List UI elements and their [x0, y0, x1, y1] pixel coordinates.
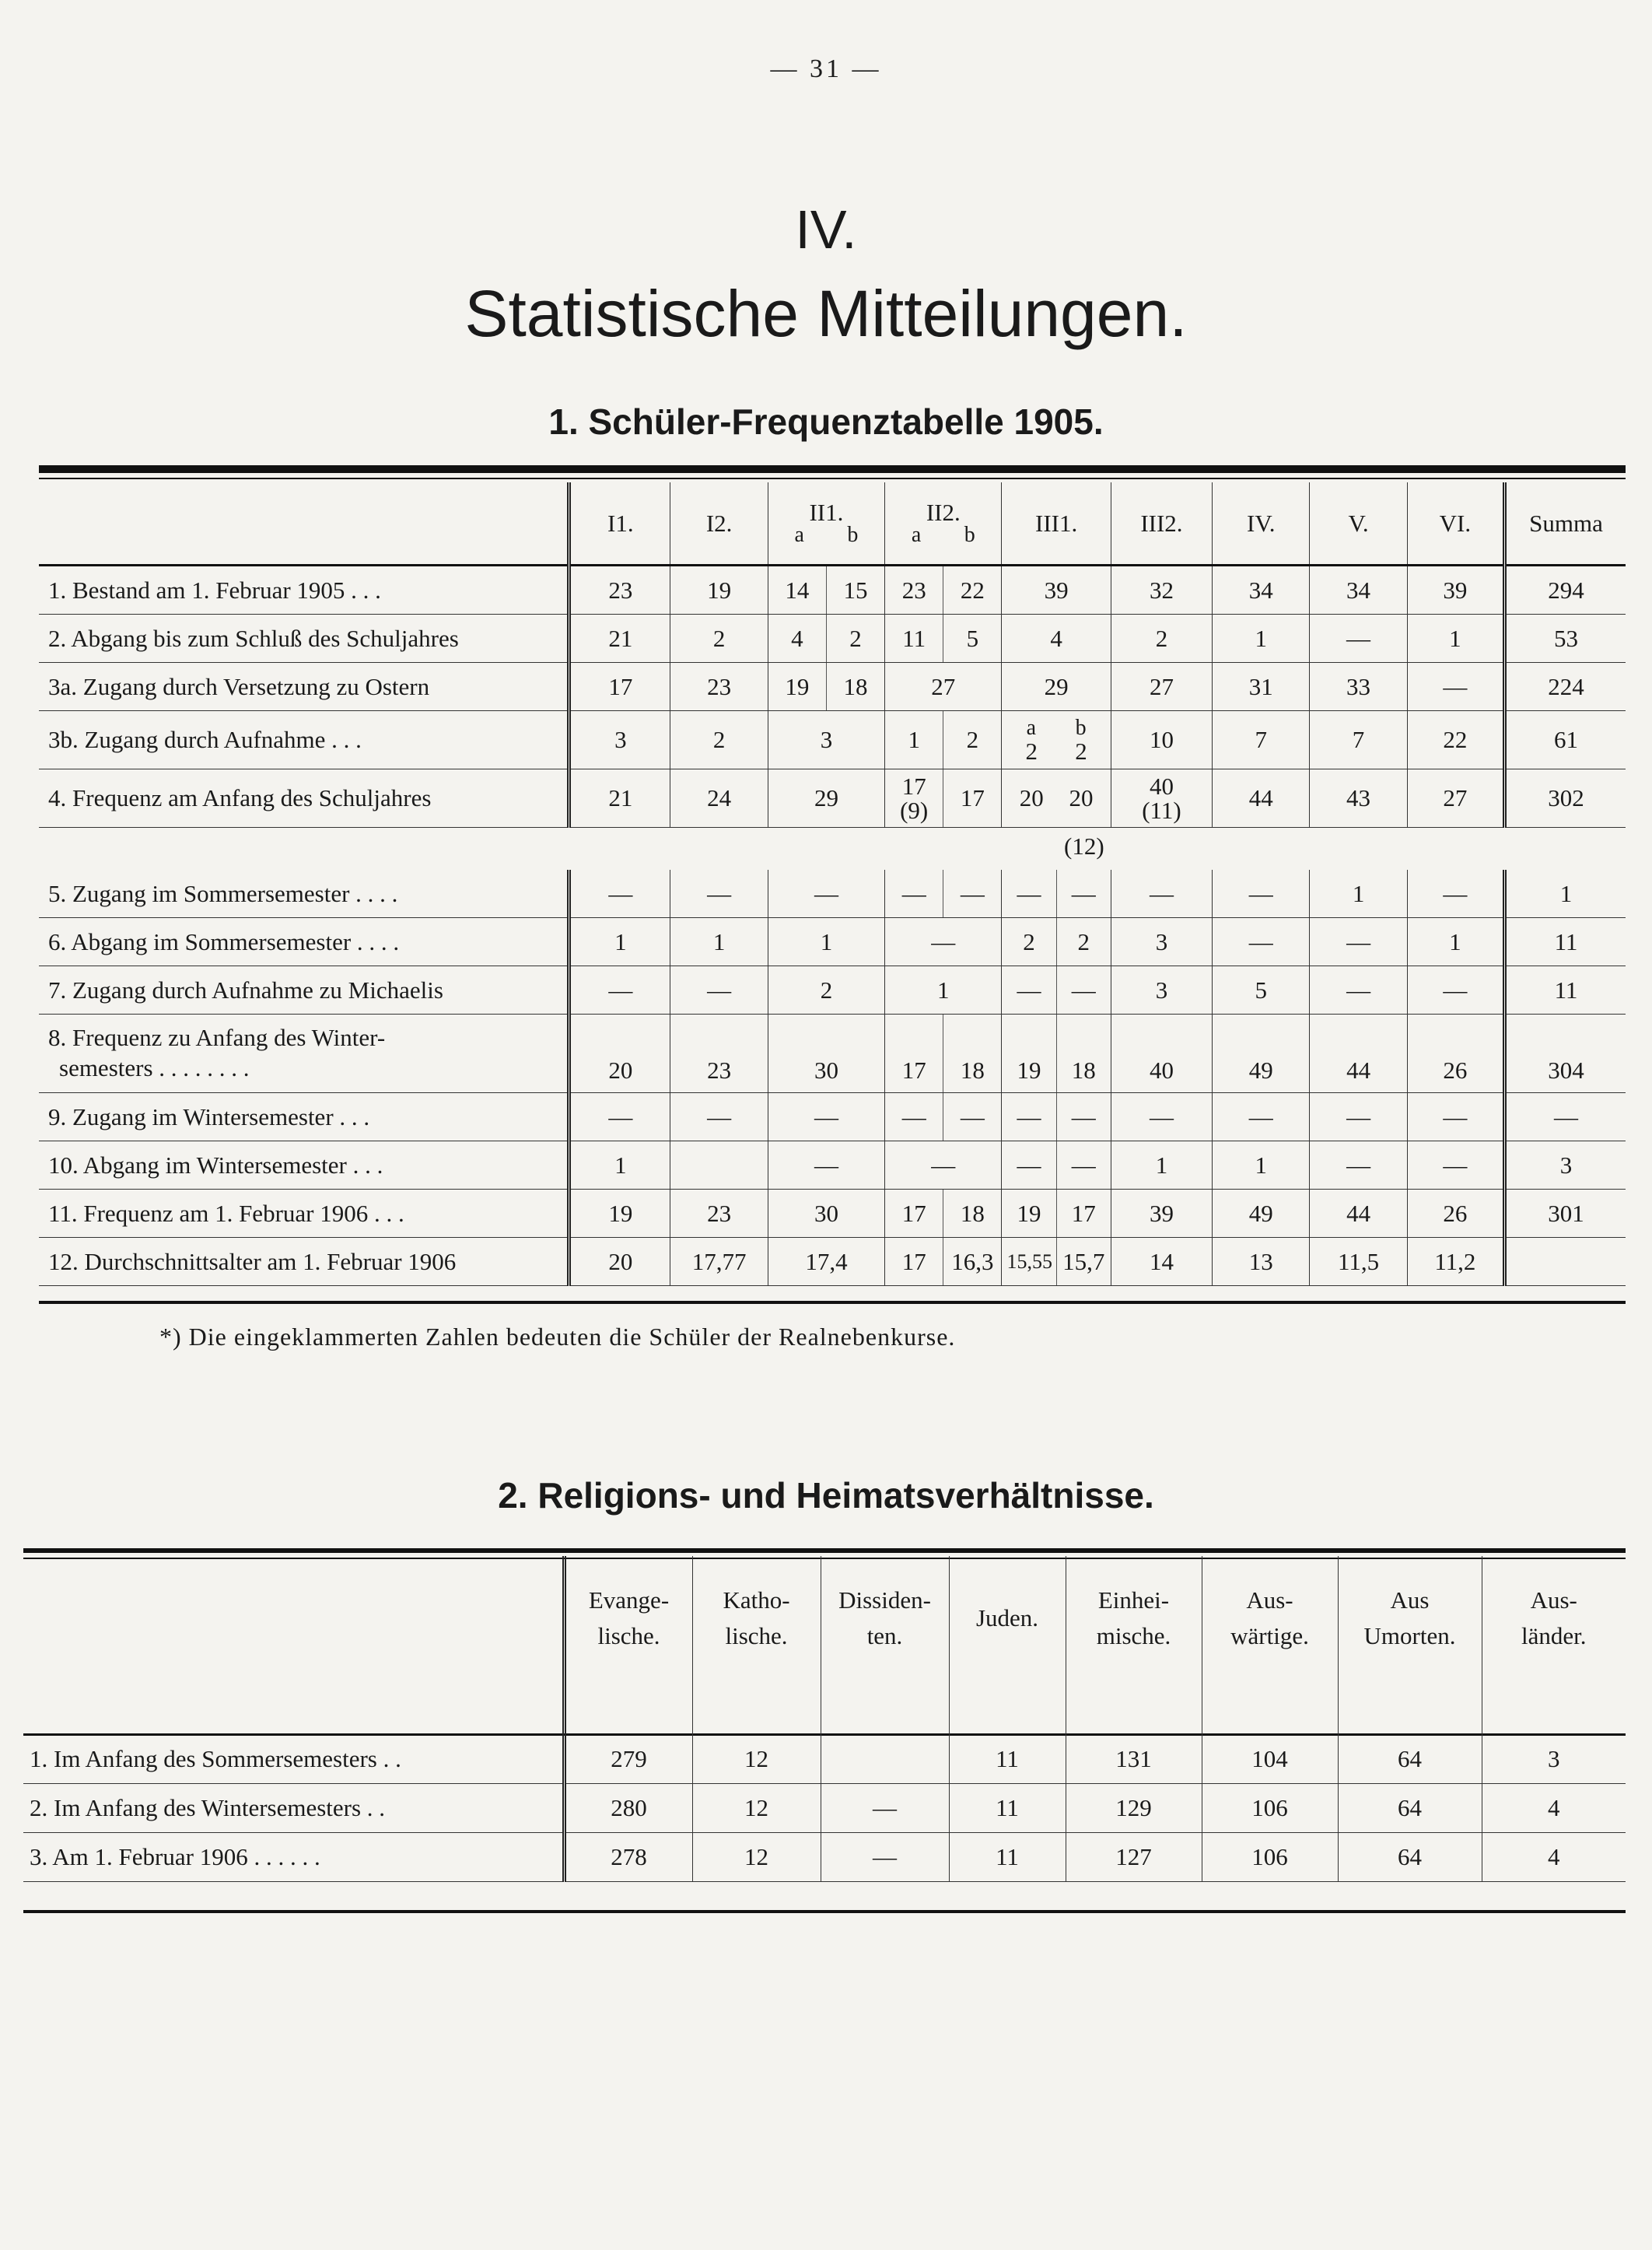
table-row: [23, 1833, 1626, 1882]
cell: —: [569, 1093, 670, 1141]
cell: 33: [1310, 663, 1407, 711]
table1-header-row: [39, 482, 1626, 566]
section-number: IV.: [795, 199, 857, 260]
cell: 1: [569, 918, 670, 966]
table-row: [23, 1784, 1626, 1833]
cell: 11: [1505, 966, 1626, 1015]
cell: 20: [569, 1015, 670, 1093]
cell: 20 20: [1002, 769, 1111, 828]
cell: 32: [1111, 566, 1212, 615]
cell: (12): [1064, 832, 1104, 860]
cell: [670, 1141, 768, 1190]
table-row: [39, 663, 1626, 711]
cell: —: [1407, 663, 1504, 711]
cell: 24: [670, 769, 768, 828]
cell: 19: [768, 663, 826, 711]
cell: 302: [1505, 769, 1626, 828]
cell: 34: [1310, 566, 1407, 615]
cell: 278: [564, 1833, 692, 1882]
cell: —: [1213, 918, 1310, 966]
table1-bottom-rule: [39, 1301, 1626, 1304]
cell: —: [1310, 1141, 1407, 1190]
cell: 1: [1213, 1141, 1310, 1190]
cell: —: [1056, 870, 1111, 918]
table1-heading: 1. Schüler-Frequenztabelle 1905.: [548, 401, 1104, 442]
cell: —: [1002, 1141, 1056, 1190]
cell: 39: [1111, 1190, 1212, 1238]
cell: 23: [670, 663, 768, 711]
cell: 11: [1505, 918, 1626, 966]
cell: 131: [1066, 1735, 1202, 1784]
row-label: 3b. Zugang durch Aufnahme . . .: [39, 711, 569, 769]
cell: 1: [569, 1141, 670, 1190]
cell: 14: [768, 566, 826, 615]
cell: 1: [670, 918, 768, 966]
cell: 7: [1310, 711, 1407, 769]
religion-table: [23, 1556, 1626, 1882]
cell: 1: [1111, 1141, 1212, 1190]
cell: 2: [826, 615, 884, 663]
col-header: II1. a b: [768, 482, 884, 566]
cell: 18: [826, 663, 884, 711]
col-header: I1.: [569, 482, 670, 566]
cell: 15: [826, 566, 884, 615]
cell: —: [670, 870, 768, 918]
col-header: Evange- lische.: [564, 1556, 692, 1680]
cell: 31: [1213, 663, 1310, 711]
table-row: [23, 1735, 1626, 1784]
table2-heading: 2. Religions- und Heimatsverhältnisse.: [498, 1475, 1154, 1516]
cell: —: [1002, 966, 1056, 1015]
cell: —: [670, 966, 768, 1015]
cell: 18: [943, 1015, 1002, 1093]
cell: 7: [1213, 711, 1310, 769]
cell: 34: [1213, 566, 1310, 615]
cell: 61: [1505, 711, 1626, 769]
cell: —: [1310, 966, 1407, 1015]
cell: 280: [564, 1784, 692, 1833]
cell: 15,7: [1056, 1238, 1111, 1286]
row-label: 1. Im Anfang des Sommersemesters . .: [23, 1735, 564, 1784]
cell: 23: [670, 1190, 768, 1238]
footnote: *) Die eingeklammerten Zahlen bedeuten die Schüler der Realnebenkurse.: [159, 1323, 956, 1351]
cell: 44: [1213, 769, 1310, 828]
cell: 40 (11): [1111, 769, 1212, 828]
table-row: [39, 966, 1626, 1015]
cell: 17,4: [768, 1238, 884, 1286]
cell: 279: [564, 1735, 692, 1784]
cell: 2: [943, 711, 1002, 769]
table-row: [39, 711, 1626, 769]
cell: 21: [569, 769, 670, 828]
cell: —: [943, 1093, 1002, 1141]
row-label: 11. Frequenz am 1. Februar 1906 . . .: [39, 1190, 569, 1238]
table-row: [39, 769, 1626, 828]
cell: —: [943, 870, 1002, 918]
cell: 4: [768, 615, 826, 663]
cell: 304: [1505, 1015, 1626, 1093]
cell: 129: [1066, 1784, 1202, 1833]
cell: 17,77: [670, 1238, 768, 1286]
row-label: 3. Am 1. Februar 1906 . . . . . .: [23, 1833, 564, 1882]
cell: 11: [885, 615, 943, 663]
cell: 20: [569, 1238, 670, 1286]
table-row: [39, 870, 1626, 918]
cell: 43: [1310, 769, 1407, 828]
cell: —: [1111, 870, 1212, 918]
cell: 17: [885, 1190, 943, 1238]
cell: 3: [1482, 1735, 1626, 1784]
cell: —: [1213, 870, 1310, 918]
cell: —: [569, 870, 670, 918]
cell: 127: [1066, 1833, 1202, 1882]
frequency-table-lower: [39, 870, 1626, 1286]
cell: 39: [1407, 566, 1504, 615]
cell: —: [1310, 615, 1407, 663]
cell: 30: [768, 1190, 884, 1238]
cell: 3: [569, 711, 670, 769]
cell: 11: [949, 1784, 1066, 1833]
cell: 2: [670, 615, 768, 663]
cell: 17: [885, 1015, 943, 1093]
cell: —: [768, 870, 884, 918]
row-label: 4. Frequenz am Anfang des Schuljahres: [39, 769, 569, 828]
table-row: [39, 1238, 1626, 1286]
col-header: Katho- lische.: [692, 1556, 821, 1680]
cell: 4: [1482, 1784, 1626, 1833]
cell: 64: [1338, 1784, 1482, 1833]
cell: 44: [1310, 1190, 1407, 1238]
cell: 106: [1202, 1784, 1338, 1833]
cell: 14: [1111, 1238, 1212, 1286]
table1-top-rule: [39, 465, 1626, 473]
cell: 23: [670, 1015, 768, 1093]
cell: 2: [670, 711, 768, 769]
cell: [1505, 1238, 1626, 1286]
cell: 12: [692, 1735, 821, 1784]
cell: 16,3: [943, 1238, 1002, 1286]
cell: —: [1111, 1093, 1212, 1141]
cell: —: [569, 966, 670, 1015]
cell: 2: [1111, 615, 1212, 663]
cell: 29: [1002, 663, 1111, 711]
col-header: I2.: [670, 482, 768, 566]
cell: 22: [1407, 711, 1504, 769]
cell: 106: [1202, 1833, 1338, 1882]
col-header: III2.: [1111, 482, 1212, 566]
cell: 11,2: [1407, 1238, 1504, 1286]
cell: 27: [1111, 663, 1212, 711]
col-header: VI.: [1407, 482, 1504, 566]
cell: —: [885, 1093, 943, 1141]
cell: 3: [1505, 1141, 1626, 1190]
cell: 27: [885, 663, 1002, 711]
cell: 5: [943, 615, 1002, 663]
col-header: V.: [1310, 482, 1407, 566]
cell: 1: [1505, 870, 1626, 918]
cell: 5: [1213, 966, 1310, 1015]
cell: 23: [569, 566, 670, 615]
col-header: II2. a b: [885, 482, 1002, 566]
cell: 1: [885, 966, 1002, 1015]
cell: a b 2 2: [1002, 711, 1111, 769]
cell: 4: [1482, 1833, 1626, 1882]
cell: —: [1056, 1093, 1111, 1141]
row-label: 2. Im Anfang des Wintersemesters . .: [23, 1784, 564, 1833]
cell: 4: [1002, 615, 1111, 663]
cell: 11,5: [1310, 1238, 1407, 1286]
cell: 1: [1407, 918, 1504, 966]
cell: 53: [1505, 615, 1626, 663]
cell: 2: [768, 966, 884, 1015]
cell: —: [821, 1784, 949, 1833]
table2-top-rule: [23, 1548, 1626, 1553]
cell: 26: [1407, 1015, 1504, 1093]
cell: 18: [943, 1190, 1002, 1238]
col-header: Einhei- mische.: [1066, 1556, 1202, 1680]
cell: 44: [1310, 1015, 1407, 1093]
page-title: Statistische Mitteilungen.: [464, 277, 1188, 350]
table-row: [39, 1015, 1626, 1093]
cell: 27: [1407, 769, 1504, 828]
table-row: [39, 918, 1626, 966]
table-row: [39, 615, 1626, 663]
cell: 3: [1111, 918, 1212, 966]
cell: 19: [670, 566, 768, 615]
cell: 11: [949, 1833, 1066, 1882]
cell: 17: [943, 769, 1002, 828]
cell: —: [1213, 1093, 1310, 1141]
cell: 18: [1056, 1015, 1111, 1093]
row-label: 6. Abgang im Sommersemester . . . .: [39, 918, 569, 966]
cell: 11: [949, 1735, 1066, 1784]
cell: 17: [569, 663, 670, 711]
cell: 2: [1056, 918, 1111, 966]
cell: —: [1056, 966, 1111, 1015]
cell: 3: [768, 711, 884, 769]
cell: 17: [885, 1238, 943, 1286]
cell: —: [670, 1093, 768, 1141]
cell: —: [1407, 1141, 1504, 1190]
cell: —: [885, 870, 943, 918]
cell: 39: [1002, 566, 1111, 615]
table-row: [39, 566, 1626, 615]
col-header: Aus Umorten.: [1338, 1556, 1482, 1680]
row-label: 7. Zugang durch Aufnahme zu Michaelis: [39, 966, 569, 1015]
cell: —: [1407, 1093, 1504, 1141]
table2-bottom-rule: [23, 1910, 1626, 1913]
row-label: 1. Bestand am 1. Februar 1905 . . .: [39, 566, 569, 615]
cell: 40: [1111, 1015, 1212, 1093]
cell: —: [1310, 918, 1407, 966]
cell: 30: [768, 1015, 884, 1093]
cell: 21: [569, 615, 670, 663]
cell: —: [885, 1141, 1002, 1190]
table-row: [39, 1141, 1626, 1190]
cell: 15,55: [1002, 1238, 1056, 1286]
cell: 2: [1002, 918, 1056, 966]
table2-header-row: [23, 1556, 1626, 1680]
cell: [821, 1735, 949, 1784]
cell: 22: [943, 566, 1002, 615]
row-label: 12. Durchschnittsalter am 1. Februar 1906: [39, 1238, 569, 1286]
cell: —: [1505, 1093, 1626, 1141]
cell: —: [1002, 870, 1056, 918]
cell: 17: [1056, 1190, 1111, 1238]
cell: 301: [1505, 1190, 1626, 1238]
cell: 10: [1111, 711, 1212, 769]
cell: 1: [768, 918, 884, 966]
cell: 64: [1338, 1735, 1482, 1784]
row-label: 2. Abgang bis zum Schluß des Schuljahres: [39, 615, 569, 663]
table1-top-rule-thin: [39, 478, 1626, 479]
cell: 224: [1505, 663, 1626, 711]
cell: —: [1407, 870, 1504, 918]
cell: 17 (9): [885, 769, 943, 828]
cell: 19: [1002, 1015, 1056, 1093]
col-header: Dissiden- ten.: [821, 1556, 949, 1680]
row-label: 3a. Zugang durch Versetzung zu Ostern: [39, 663, 569, 711]
cell: 3: [1111, 966, 1212, 1015]
cell: —: [1056, 1141, 1111, 1190]
cell: —: [821, 1833, 949, 1882]
col-header: Juden.: [949, 1556, 1066, 1680]
row-label: 8. Frequenz zu Anfang des Winter- semesters . . . . . . . .: [39, 1015, 569, 1093]
cell: 64: [1338, 1833, 1482, 1882]
frequency-table: [39, 482, 1626, 828]
row-label: 9. Zugang im Wintersemester . . .: [39, 1093, 569, 1141]
cell: 1: [1213, 615, 1310, 663]
page-number: — 31 —: [770, 54, 882, 83]
cell: 1: [1407, 615, 1504, 663]
cell: —: [1310, 1093, 1407, 1141]
cell: 104: [1202, 1735, 1338, 1784]
table-row: [39, 1190, 1626, 1238]
cell: —: [1407, 966, 1504, 1015]
cell: —: [885, 918, 1002, 966]
col-header: Aus- länder.: [1482, 1556, 1626, 1680]
cell: 1: [1310, 870, 1407, 918]
spacer-row: [23, 1680, 1626, 1735]
cell: —: [768, 1141, 884, 1190]
cell: —: [768, 1093, 884, 1141]
col-header: IV.: [1213, 482, 1310, 566]
cell: 49: [1213, 1015, 1310, 1093]
col-header: III1.: [1002, 482, 1111, 566]
cell: 12: [692, 1833, 821, 1882]
cell: 19: [569, 1190, 670, 1238]
row-label: 10. Abgang im Wintersemester . . .: [39, 1141, 569, 1190]
cell: 29: [768, 769, 884, 828]
cell: 294: [1505, 566, 1626, 615]
col-header: Aus- wärtige.: [1202, 1556, 1338, 1680]
table-row: [39, 1093, 1626, 1141]
cell: 23: [885, 566, 943, 615]
col-header: Summa: [1505, 482, 1626, 566]
cell: 1: [885, 711, 943, 769]
cell: 49: [1213, 1190, 1310, 1238]
cell: 19: [1002, 1190, 1056, 1238]
cell: 12: [692, 1784, 821, 1833]
cell: —: [1002, 1093, 1056, 1141]
row-label: 5. Zugang im Sommersemester . . . .: [39, 870, 569, 918]
cell: 26: [1407, 1190, 1504, 1238]
cell: 13: [1213, 1238, 1310, 1286]
